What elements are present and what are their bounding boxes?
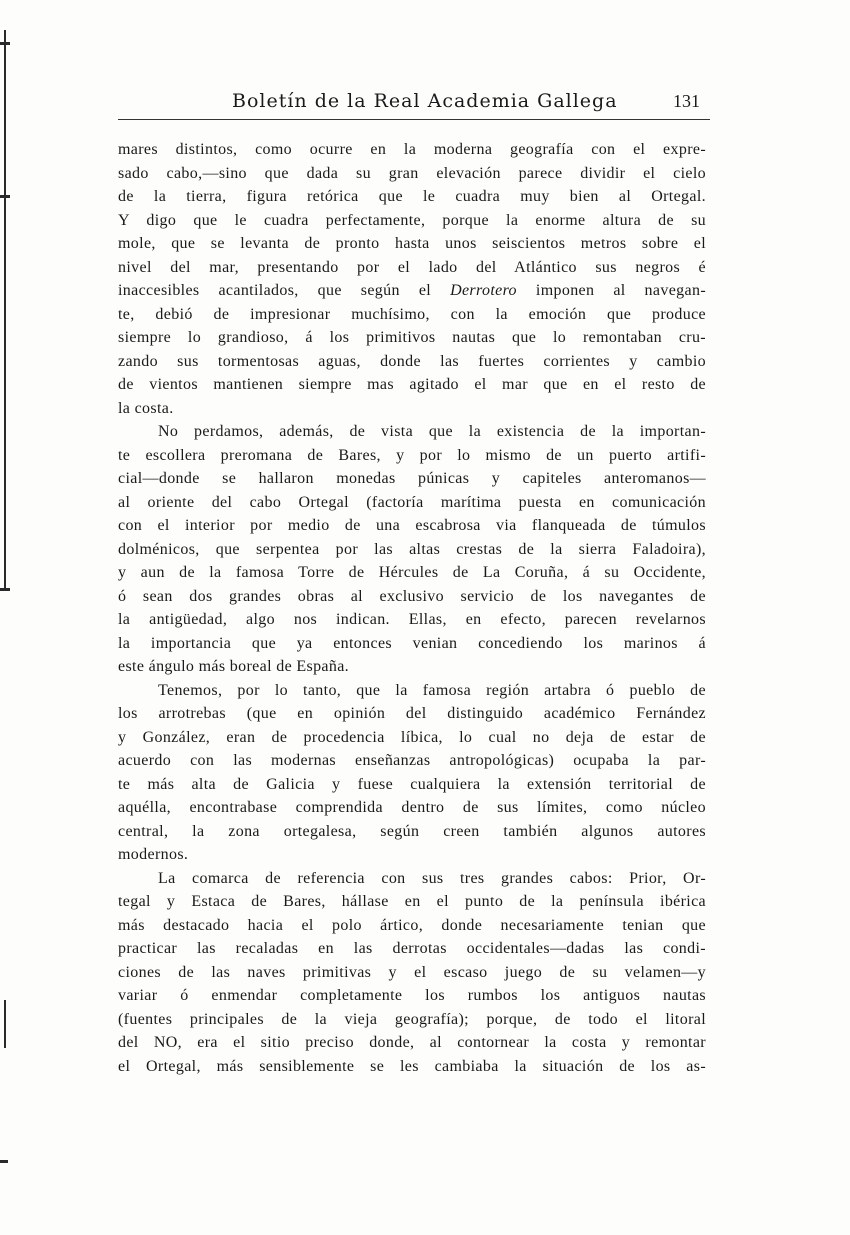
binding-edge-upper [4,30,6,590]
text-line: mole, que se levanta de pronto hasta unos seiscientos metros sobre el [118,235,706,252]
text-line: nivel del mar, presentando por el lado del Atlántico sus negros é [118,258,706,276]
paragraph-3 [118,679,706,867]
text-line: acuerdo con las modernas enseñanzas antropológicas) ocupaba la par- [118,752,706,769]
text-line: te, debió de impresionar muchísimo, con la emoción que produce [118,305,706,323]
text-line: sado cabo,—sino que dada su gran elevación parece dividir el cielo [118,164,706,182]
binding-mark [0,195,10,198]
text-line: aquélla, encontrabase comprendida dentro de sus límites, como núcleo [118,799,706,816]
text-line: la antigüedad, algo nos indican. Ellas, en efecto, parecen revelarnos [118,611,706,628]
text-line: de la tierra, figura retórica que le cuadra muy bien al Ortegal. [118,188,706,205]
text-line: al oriente del cabo Ortegal (factoría marítima puesta en comunicación [118,493,706,511]
text-line: dolménicos, que serpentea por las altas crestas de la sierra Faladoira), [118,540,706,558]
text-line: Tenemos, por lo tanto, que la famosa región artabra ó pueblo de [158,681,706,699]
paragraph-2 [118,420,706,679]
body-text [118,138,706,1078]
text-line: La comarca de referencia con sus tres grandes cabos: Prior, Or- [158,869,706,887]
text-line: y aun de la famosa Torre de Hércules de La Coruña, á su Occidente, [118,564,706,581]
text-segment: imponen al navegan- [516,282,706,299]
text-line: con el interior por medio de una escabrosa via flanqueada de túmulos [118,517,706,534]
text-line: más destacado hacia el polo ártico, donde necesariamente tenian que [118,916,706,934]
binding-mark [0,1160,8,1163]
text-line: ciones de las naves primitivas y el escaso juego de su velamen—y [118,963,706,981]
running-title: Boletín de la Real Academia Gallega [232,90,618,112]
page-number: 131 [673,91,700,111]
text-line: cial—donde se hallaron monedas púnicas y capiteles anteromanos— [118,470,706,487]
text-line: la importancia que ya entonces venian concediendo los marinos á [118,634,706,652]
text-line: el Ortegal, más sensiblemente se les cambiaba la situación de los as- [118,1057,706,1075]
text-line: te escollera preromana de Bares, y por lo mismo de un puerto artifi- [118,446,706,464]
text-line: practicar las recaladas en las derrotas occidentales—dadas las condi- [118,940,706,957]
text-line: variar ó enmendar completamente los rumbos los antiguos nautas [118,987,706,1004]
text-segment: inaccesibles acantilados, que según el [118,282,451,299]
text-line: (fuentes principales de la vieja geografía); porque, de todo el litoral [118,1010,706,1028]
text-line: Y digo que le cuadra perfectamente, porque la enorme altura de su [118,211,706,229]
text-line: de vientos mantienen siempre mas agitado el mar que en el resto de [118,376,706,393]
text-line: mares distintos, como ocurre en la moderna geografía con el expre- [118,141,706,158]
text-line: la costa. [118,399,174,417]
text-line: tegal y Estaca de Bares, hállase en el punto de la península ibérica [118,893,706,910]
header-rule [118,119,710,120]
binding-mark [0,588,10,591]
text-line: modernos. [118,846,189,863]
text-line: y González, eran de procedencia líbica, lo cual no deja de estar de [118,728,706,746]
text-line: te más alta de Galicia y fuese cualquiera la extensión territorial de [118,775,706,793]
italic-title: Derrotero [450,282,517,299]
text-line: zando sus tormentosas aguas, donde las fuertes corrientes y cambio [118,352,706,370]
text-line: siempre lo grandioso, á los primitivos nautas que lo remontaban cru- [118,329,706,346]
text-line: No perdamos, además, de vista que la existencia de la importan- [158,423,706,440]
text-line-with-italic [118,279,706,303]
paragraph-4 [118,867,706,1079]
binding-mark [0,42,10,45]
running-header [118,88,710,118]
paragraph-1 [118,138,706,420]
text-line: central, la zona ortegalesa, según creen también algunos autores [118,822,706,840]
binding-edge-lower [4,1000,6,1048]
text-line: ó sean dos grandes obras al exclusivo servicio de los navegantes de [118,587,706,605]
text-line: este ángulo más boreal de España. [118,658,350,675]
text-line: del NO, era el sitio preciso donde, al contornear la costa y remontar [118,1034,706,1051]
text-line: los arrotrebas (que en opinión del distinguido académico Fernández [118,705,706,722]
